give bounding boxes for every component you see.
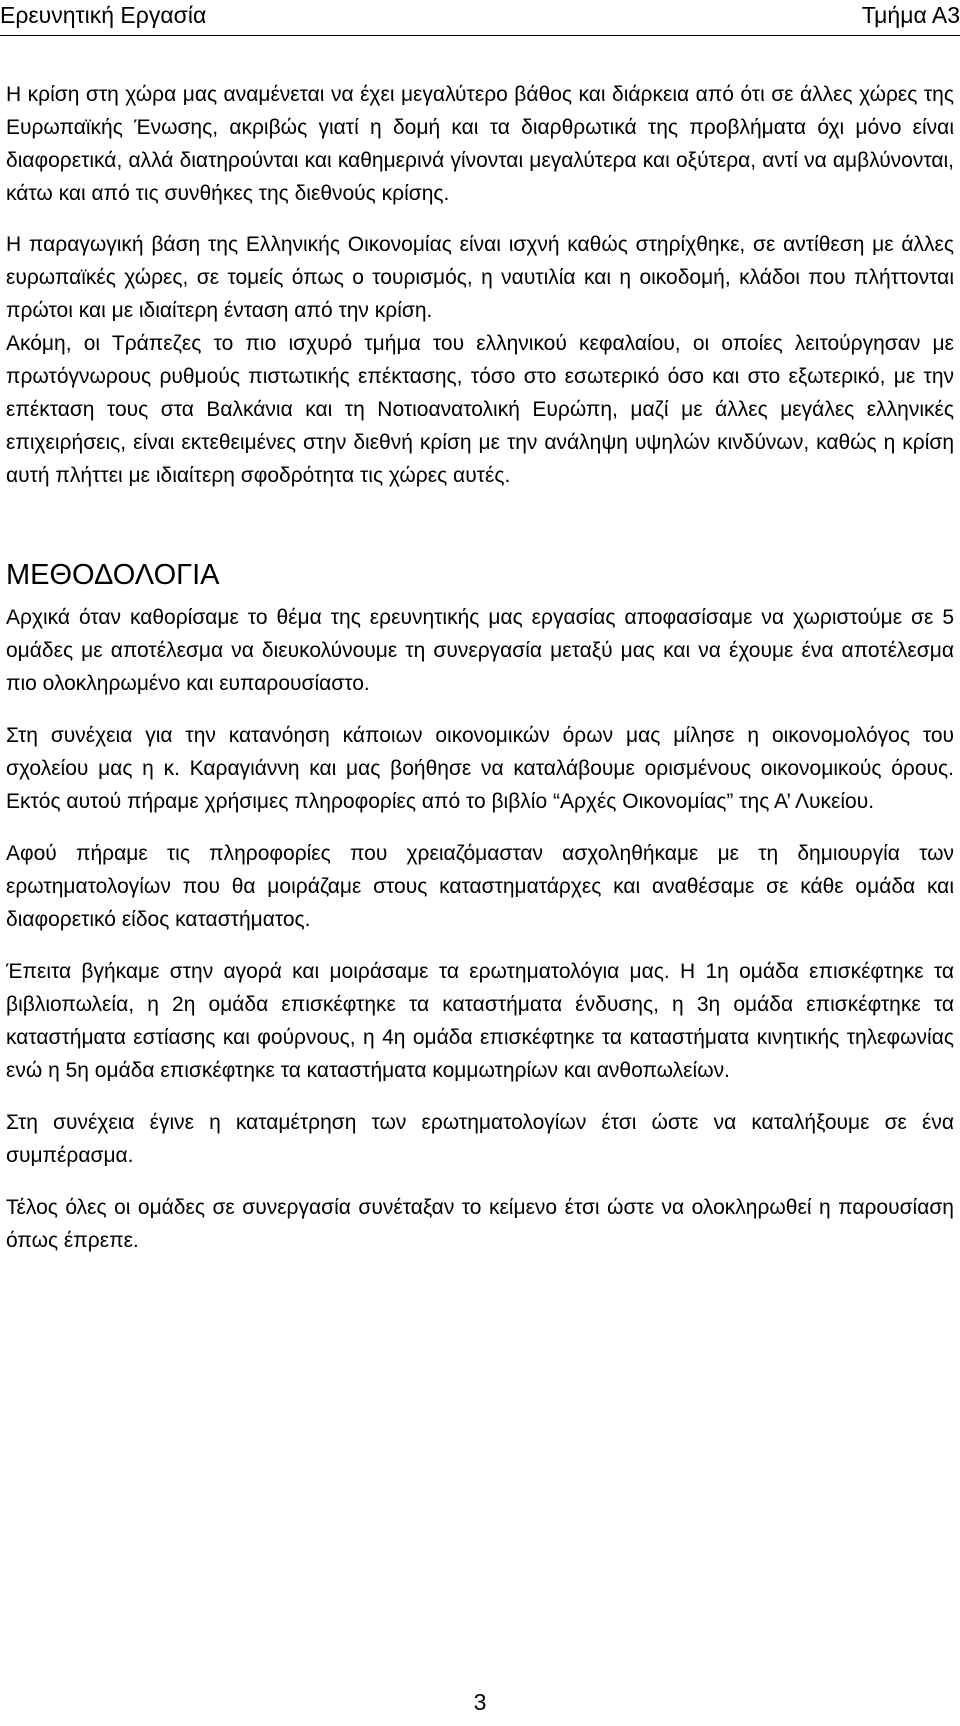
- methodology-paragraph-2: Στη συνέχεια για την κατανόηση κάποιων οικονομικών όρων μας μίλησε η οικονομολόγος του σχολείου μας η κ. Καραγιάννη και μας βοήθησε να καταλάβουμε ορισμένους οικονομικούς όρους. Εκτός αυτού πήραμε χρήσιμες πληροφορίες από το βιβλίο “Αρχές Οικονομίας” της Α’ Λυκείου.: [6, 724, 954, 813]
- methodology-paragraph-3: Αφού πήραμε τις πληροφορίες που χρειαζόμασταν ασχοληθήκαμε με τη δημιουργία των ερωτηματολογίων που θα μοιράζαμε στους καταστηματάρχες και αναθέσαμε σε κάθε ομάδα και διαφορετικό είδος καταστήματος.: [6, 842, 954, 931]
- page-number: 3: [473, 1689, 487, 1715]
- section-title-methodology: [6, 555, 954, 595]
- header-class-label: Τμήμα Α3: [861, 2, 960, 28]
- intro-paragraph-1: Η κρίση στη χώρα μας αναμένεται να έχει μεγαλύτερο βάθος και διάρκεια από ότι σε άλλες χώρες της Ευρωπαϊκής Ένωσης, ακριβώς γιατί η δομή και τα διαρθρωτικά της προβλήματα όχι μόνο είναι διαφορετικά, αλλά διατηρούνται και καθημερινά γίνονται μεγαλύτερα και οξύτερα, αντί να αμβλύνονται, κάτω και από τις συνθήκες της διεθνούς κρίσης.: [6, 83, 954, 205]
- methodology-paragraph-1: Αρχικά όταν καθορίσαμε το θέμα της ερευνητικής μας εργασίας αποφασίσαμε να χωριστούμε σε 5 ομάδες με αποτέλεσμα να διευκολύνουμε τη συνεργασία μεταξύ μας και να έχουμε ένα αποτέλεσμα πιο ολοκληρωμένο και ευπαρουσίαστο.: [6, 606, 954, 695]
- methodology-paragraph-4: Έπειτα βγήκαμε στην αγορά και μοιράσαμε τα ερωτηματολόγια μας. Η 1η ομάδα επισκέφτηκε τα βιβλιοπωλεία, η 2η ομάδα επισκέφτηκε τα καταστήματα ένδυσης, η 3η ομάδα επισκέφτηκε τα καταστήματα εστίασης και φούρνους, η 4η ομάδα επισκέφτηκε τα καταστήματα κινητικής τηλεφωνίας ενώ η 5η ομάδα επισκέφτηκε τα καταστήματα κομμωτηρίων και ανθοπωλείων.: [6, 960, 954, 1082]
- document-body: [6, 78, 954, 1257]
- intro-paragraph-3: Ακόμη, οι Τράπεζες το πιο ισχυρό τμήμα του ελληνικού κεφαλαίου, οι οποίες λειτούργησαν με πρωτόγνωρους ρυθμούς πιστωτικής επέκτασης, τόσο στο εσωτερικό όσο και στο εξωτερικό, με την επέκταση τους στα Βαλκάνια και τη Νοτιοανατολική Ευρώπη, μαζί με άλλες μεγάλες ελληνικές επιχειρήσεις, είναι εκτεθειμένες στην διεθνή κρίση με την ανάληψη υψηλών κινδύνων, καθώς η κρίση αυτή πλήττει με ιδιαίτερη σφοδρότητα τις χώρες αυτές.: [6, 332, 954, 487]
- intro-paragraph-2: Η παραγωγική βάση της Ελληνικής Οικονομίας είναι ισχνή καθώς στηρίχθηκε, σε αντίθεση με άλλες ευρωπαϊκές χώρες, σε τομείς όπως ο τουρισμός, η ναυτιλία και η οικοδομή, κλάδοι που πλήττονται πρώτοι και με ιδιαίτερη ένταση από την κρίση.: [6, 233, 954, 322]
- methodology-paragraph-5: Στη συνέχεια έγινε η καταμέτρηση των ερωτηματολογίων έτσι ώστε να καταλήξουμε σε ένα συμπέρασμα.: [6, 1111, 954, 1167]
- section-title-text: ΜΕΘΟΔΟΛΟΓΙΑ: [6, 559, 220, 591]
- header-document-title: Ερευνητική Εργασία: [0, 2, 207, 28]
- page-header: [0, 0, 960, 36]
- methodology-paragraph-6: Τέλος όλες οι ομάδες σε συνεργασία συνέταξαν το κείμενο έτσι ώστε να ολοκληρωθεί η παρουσίαση όπως έπρεπε.: [6, 1196, 954, 1252]
